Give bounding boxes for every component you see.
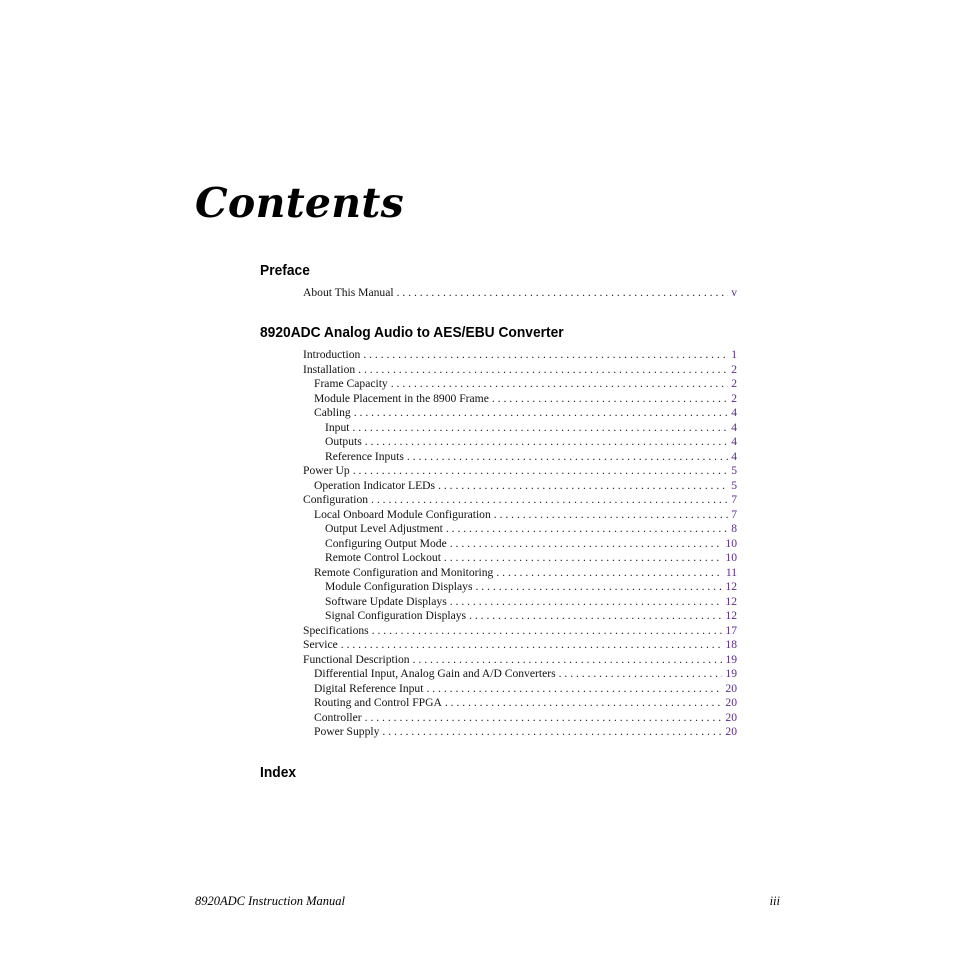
toc-page-link[interactable]: 20 (725, 681, 737, 695)
toc-page-link[interactable]: 4 (731, 435, 737, 448)
toc-page-link[interactable]: 19 (725, 667, 737, 680)
toc-entry-label: Installation (303, 362, 356, 376)
toc-page-link[interactable]: 11 (725, 565, 737, 579)
toc-entry[interactable] (303, 392, 737, 407)
toc-entry[interactable] (303, 421, 737, 436)
toc-page-link[interactable]: 4 (731, 420, 737, 434)
toc-page-link[interactable]: 10 (725, 536, 737, 550)
toc-leader-dots (341, 638, 723, 651)
footer-page-number: iii (769, 894, 780, 908)
toc-entry[interactable] (303, 551, 737, 566)
toc-entry[interactable] (303, 566, 737, 581)
toc-leader-dots (413, 653, 723, 666)
toc-entry-label: Cabling (314, 406, 351, 419)
toc-entry[interactable] (303, 696, 737, 711)
toc-leader-dots (365, 711, 723, 724)
toc-leader-dots (365, 435, 728, 448)
toc-entry[interactable] (303, 667, 737, 682)
toc-leader-dots (559, 667, 723, 680)
toc-entry[interactable] (303, 286, 737, 301)
toc-leader-dots (492, 392, 728, 405)
toc-page-link[interactable]: 18 (725, 638, 737, 651)
toc-entry-label: Differential Input, Analog Gain and A/D Converters (314, 667, 556, 680)
toc-list-8920adc (303, 348, 737, 740)
toc-entry-label: Specifications (303, 623, 369, 637)
toc-entry[interactable] (303, 464, 737, 479)
toc-entry[interactable] (303, 653, 737, 668)
toc-page-link[interactable]: 5 (731, 464, 737, 477)
toc-leader-dots (450, 537, 723, 550)
toc-entry-label: Operation Indicator LEDs (314, 478, 436, 492)
toc-entry[interactable] (303, 682, 737, 697)
toc-page-link[interactable]: 2 (731, 391, 737, 405)
toc-entry-label: Module Configuration Displays (325, 580, 473, 593)
toc-page-link[interactable]: 20 (725, 696, 737, 709)
toc-entry[interactable] (303, 508, 737, 523)
toc-leader-dots (382, 725, 722, 738)
toc-entry-label: Remote Configuration and Monitoring (314, 565, 494, 579)
toc-entry[interactable] (303, 711, 737, 726)
toc-entry-label: Configuring Output Mode (325, 536, 447, 550)
toc-leader-dots (438, 479, 728, 492)
toc-entry-label: Input (325, 420, 350, 434)
toc-entry[interactable] (303, 522, 737, 537)
toc-page-link[interactable]: 17 (725, 623, 737, 637)
section-heading-index: Index (260, 764, 297, 781)
section-heading-8920adc: 8920ADC Analog Audio to AES/EBU Converter (260, 324, 564, 341)
toc-entry[interactable] (303, 348, 737, 363)
toc-leader-dots (450, 595, 723, 608)
toc-page-link[interactable]: 2 (731, 362, 737, 376)
toc-leader-dots (445, 696, 723, 709)
toc-leader-dots (476, 580, 723, 593)
toc-leader-dots (371, 493, 728, 506)
toc-entry[interactable] (303, 725, 737, 740)
toc-page-link[interactable]: 10 (725, 551, 737, 564)
toc-entry-label: Functional Description (303, 652, 410, 666)
toc-entry[interactable] (303, 638, 737, 653)
toc-page-link[interactable]: 12 (725, 594, 737, 608)
toc-entry-label: Service (303, 638, 338, 651)
toc-entry-label: Digital Reference Input (314, 681, 424, 695)
toc-leader-dots (494, 508, 728, 521)
toc-entry-label: Power Up (303, 464, 350, 477)
toc-entry-label: About This Manual (303, 286, 394, 299)
toc-leader-dots (446, 522, 728, 535)
toc-entry[interactable] (303, 493, 737, 508)
toc-page-link[interactable]: 12 (725, 580, 737, 593)
toc-leader-dots (391, 377, 728, 390)
toc-entry[interactable] (303, 479, 737, 494)
toc-leader-dots (407, 450, 728, 463)
toc-leader-dots (352, 421, 728, 434)
toc-entry-label: Power Supply (314, 725, 380, 738)
toc-entry-label: Software Update Displays (325, 594, 447, 608)
toc-page-link[interactable]: v (731, 286, 737, 299)
toc-entry[interactable] (303, 363, 737, 378)
toc-page-link[interactable]: 7 (731, 493, 737, 506)
toc-page-link[interactable]: 20 (725, 710, 737, 724)
toc-entry-label: Remote Control Lockout (325, 551, 441, 564)
toc-leader-dots (358, 363, 728, 376)
toc-leader-dots (354, 406, 728, 419)
toc-entry-label: Local Onboard Module Configuration (314, 507, 491, 521)
toc-entry-label: Module Placement in the 8900 Frame (314, 391, 489, 405)
toc-entry-label: Output Level Adjustment (325, 522, 443, 535)
page-title: Contents (195, 179, 405, 227)
toc-entry-label: Configuration (303, 493, 369, 506)
toc-page-link[interactable]: 5 (731, 478, 737, 492)
toc-leader-dots (372, 624, 723, 637)
toc-leader-dots (496, 566, 722, 579)
footer-manual-title: 8920ADC Instruction Manual (195, 894, 345, 908)
toc-entry-label: Outputs (325, 435, 362, 448)
toc-entry[interactable] (303, 406, 737, 421)
toc-entry-label: Routing and Control FPGA (314, 696, 442, 709)
toc-list-preface (303, 286, 737, 301)
toc-entry[interactable] (303, 595, 737, 610)
toc-leader-dots (426, 682, 722, 695)
toc-entry[interactable] (303, 624, 737, 639)
toc-leader-dots (363, 348, 728, 361)
section-heading-preface: Preface (260, 262, 310, 279)
toc-entry[interactable] (303, 435, 737, 450)
toc-entry-label: Introduction (303, 348, 361, 361)
toc-leader-dots (469, 609, 722, 622)
toc-page-link[interactable]: 4 (731, 406, 737, 419)
toc-entry[interactable] (303, 537, 737, 552)
toc-entry[interactable] (303, 377, 737, 392)
toc-page-link[interactable]: 12 (725, 609, 737, 622)
toc-page-link[interactable]: 1 (731, 348, 737, 361)
toc-leader-dots (444, 551, 722, 564)
toc-entry-label: Signal Configuration Displays (325, 609, 467, 622)
toc-page-link[interactable]: 2 (731, 377, 737, 390)
toc-entry-label: Reference Inputs (325, 449, 404, 463)
toc-leader-dots (353, 464, 729, 477)
toc-entry[interactable] (303, 609, 737, 624)
toc-leader-dots (397, 286, 729, 299)
toc-entry[interactable] (303, 580, 737, 595)
toc-page-link[interactable]: 7 (731, 507, 737, 521)
toc-entry-label: Frame Capacity (314, 377, 388, 390)
toc-page-link[interactable]: 19 (725, 652, 737, 666)
toc-page-link[interactable]: 4 (731, 449, 737, 463)
toc-page-link[interactable]: 8 (731, 522, 737, 535)
toc-entry-label: Controller (314, 710, 362, 724)
toc-entry[interactable] (303, 450, 737, 465)
toc-page-link[interactable]: 20 (725, 725, 737, 738)
